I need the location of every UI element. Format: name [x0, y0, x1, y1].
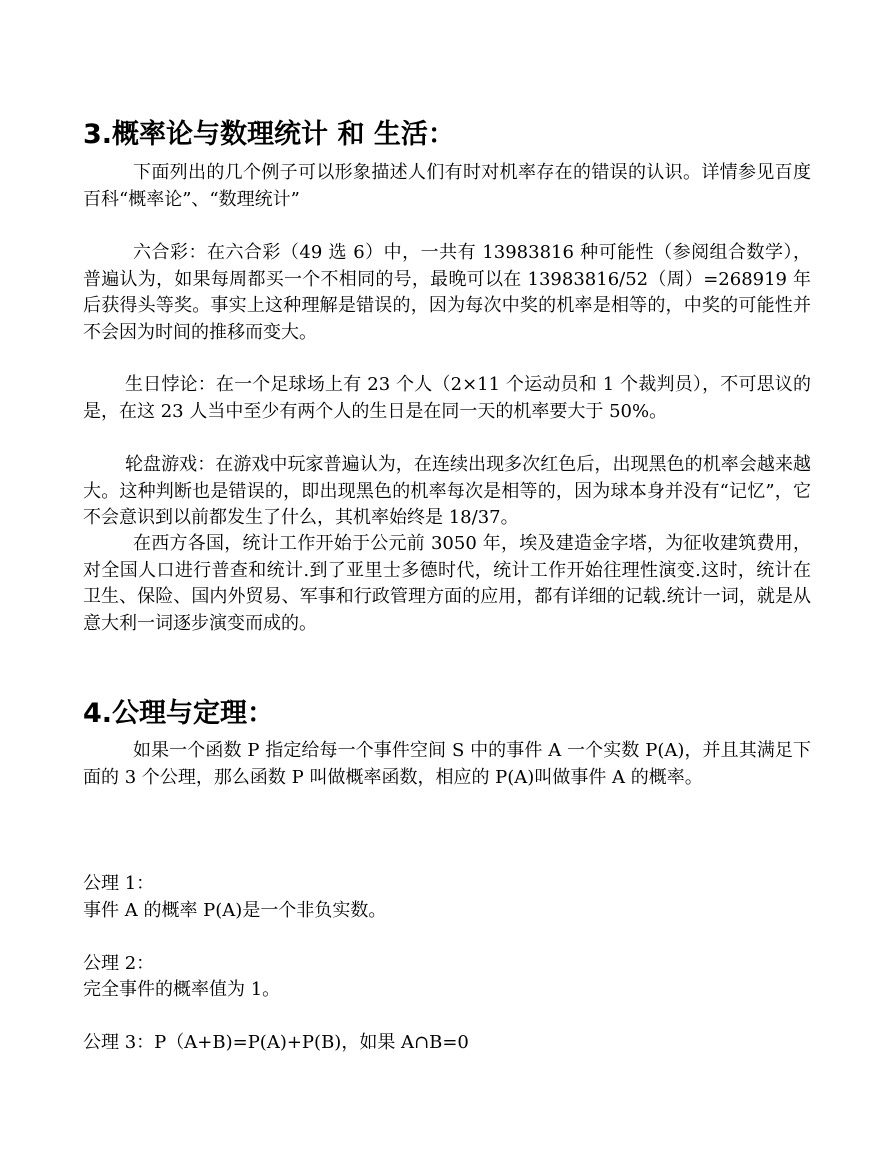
birthday-paradox-paragraph: 生日悖论：在一个足球场上有 23 个人（2×11 个运动员和 1 个裁判员），不可思议的是，在这 23 人当中至少有两个人的生日是在同一天的机率要大于 50%。: [83, 374, 811, 422]
roulette-paragraph: 轮盘游戏：在游戏中玩家普遍认为，在连续出现多次红色后，出现黑色的机率会越来越大。这种判断也是错误的，即出现黑色的机率每次是相等的，因为球本身并没有“记忆”，它不会意识到以前都发生了什么，其机率始终是 18/37。: [83, 454, 811, 528]
section-3-heading: 3.概率论与数理统计 和 生活：: [83, 119, 455, 150]
axiom-1-text: 事件 A 的概率 P(A)是一个非负实数。: [83, 900, 387, 921]
section-3-intro-paragraph: 下面列出的几个例子可以形象描述人们有时对机率存在的错误的认识。详情参见百度百科“概率论”、“数理统计”: [83, 162, 811, 210]
section-4-heading: 4.公理与定理：: [83, 698, 275, 729]
section-4-intro-paragraph: 如果一个函数 P 指定给每一个事件空间 S 中的事件 A 一个实数 P(A)，并且其满足下面的 3 个公理，那么函数 P 叫做概率函数，相应的 P(A)叫做事件 A 的概率。: [83, 740, 811, 788]
statistics-history-paragraph: 在西方各国，统计工作开始于公元前 3050 年，埃及建造金字塔，为征收建筑费用，对全国人口进行普查和统计.到了亚里士多德时代，统计工作开始往理性演变.这时，统计在卫生、保险、国内外贸易、军事和行政管理方面的应用，都有详细的记载.统计一词，就是从意大利一词逐步演变而成的。: [83, 533, 811, 634]
lottery-paragraph: 六合彩：在六合彩（49 选 6）中，一共有 13983816 种可能性（参阅组合数学），普遍认为，如果每周都买一个不相同的号，最晚可以在 13983816/52（周）=268919 年后获得头等奖。事实上这种理解是错误的，因为每次中奖的机率是相等的，中奖的可能性并不会因为时间的推移而变大。: [83, 242, 811, 343]
axiom-1-label: 公理 1：: [83, 873, 155, 894]
axiom-2-text: 完全事件的概率值为 1。: [83, 979, 281, 1000]
axiom-3-text: 公理 3：P（A+B)=P(A)+P(B)，如果 A∩B=0: [83, 1032, 469, 1053]
axiom-2-label: 公理 2：: [83, 953, 155, 974]
